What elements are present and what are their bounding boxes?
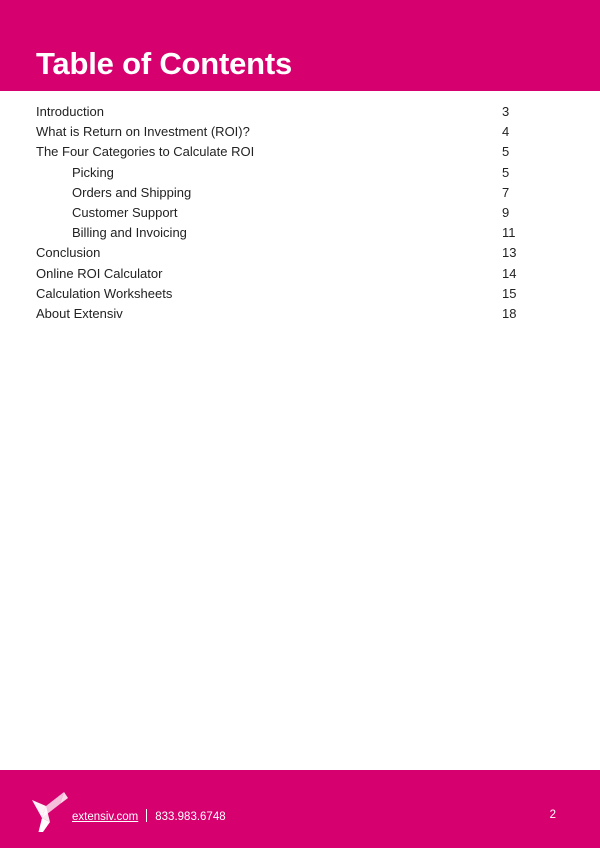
footer-banner [0, 770, 600, 848]
website-link[interactable]: extensiv.com [72, 811, 139, 823]
toc-entry-page: 4 [502, 124, 510, 140]
toc-entry-page: 5 [502, 164, 510, 180]
toc-entry-what-is-roi[interactable] [36, 122, 536, 142]
toc-entry-page: 7 [502, 184, 510, 200]
extensiv-bird-logo-icon [30, 786, 70, 832]
toc-entry-title: The Four Categories to Calculate ROI [36, 144, 255, 160]
header-banner [0, 0, 600, 91]
toc-entry-page: 3 [502, 104, 510, 119]
page-number: 2 [549, 809, 556, 821]
footer-divider [146, 809, 147, 822]
toc-entry-title: What is Return on Investment (ROI)? [36, 124, 250, 140]
toc-entry-title: Calculation Worksheets [36, 285, 173, 301]
toc-entry-customer-support[interactable] [36, 203, 536, 223]
toc-entry-about-extensiv[interactable] [36, 304, 536, 324]
toc-entry-title: Online ROI Calculator [36, 265, 163, 281]
toc-entry-introduction[interactable] [36, 102, 536, 122]
toc-entry-title: Picking [72, 164, 114, 180]
toc-entry-page: 15 [502, 285, 517, 301]
toc-entry-title: Billing and Invoicing [72, 225, 187, 241]
toc-entry-page: 18 [502, 305, 517, 321]
toc-entry-page: 11 [502, 225, 516, 241]
toc-entry-four-categories[interactable] [36, 142, 536, 162]
table-of-contents [36, 102, 536, 324]
toc-entry-title: Introduction [36, 104, 104, 119]
toc-entry-page: 5 [502, 144, 510, 160]
toc-entry-orders-and-shipping[interactable] [36, 183, 536, 203]
toc-entry-picking[interactable] [36, 163, 536, 183]
phone-number: 833.983.6748 [155, 811, 226, 823]
toc-entry-page: 9 [502, 204, 510, 220]
toc-entry-page: 13 [502, 245, 517, 261]
toc-entry-conclusion[interactable] [36, 243, 536, 263]
footer-contact [72, 809, 226, 825]
page-title: Table of Contents [36, 46, 293, 81]
toc-entry-calculation-worksheets[interactable] [36, 284, 536, 304]
toc-entry-page: 14 [502, 265, 517, 281]
toc-entry-title: About Extensiv [36, 305, 123, 321]
toc-entry-title: Conclusion [36, 245, 101, 261]
toc-entry-online-roi-calculator[interactable] [36, 264, 536, 284]
toc-entry-title: Customer Support [72, 204, 178, 220]
toc-entry-title: Orders and Shipping [72, 184, 192, 200]
toc-entry-billing-and-invoicing[interactable] [36, 223, 536, 243]
